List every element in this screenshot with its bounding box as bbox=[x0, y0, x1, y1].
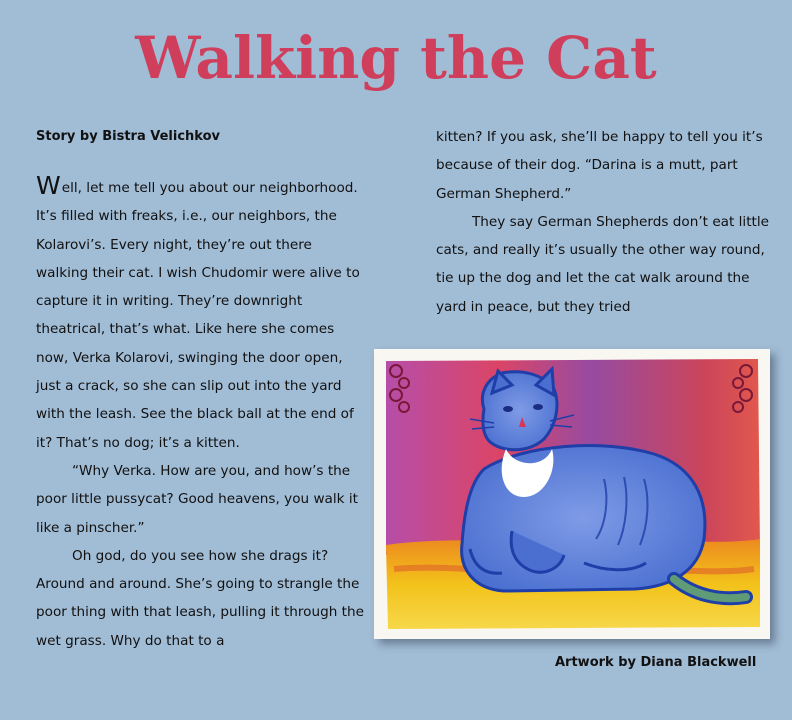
cat-artwork bbox=[374, 349, 770, 639]
story-paragraph-3-continued: kitten? If you ask, she’ll be happy to tell you it’s because of their dog. “Darina is a mutt, part German Shepherd.” bbox=[436, 129, 763, 202]
artwork-credit: Artwork by Diana Blackwell bbox=[555, 655, 757, 670]
story-column-left bbox=[36, 171, 366, 655]
cat-painting-illustration bbox=[374, 349, 770, 639]
story-paragraph-1 bbox=[36, 171, 366, 457]
story-paragraph-1-text: ell, let me tell you about our neighborhood. It’s filled with freaks, i.e., our neighbors, the Kolarovi’s. Every night, they’re out there walking their cat. I wish Chudomir were alive to capture it in writing. They’re downright theatrical, that’s what. Like here she comes now, Verka Kolarovi, swinging the door open, just a crack, so she can slip out into the yard with the leash. See the black ball at the end of it? That’s no dog; it’s a kitten. bbox=[36, 180, 360, 451]
drop-cap: W bbox=[36, 171, 61, 200]
story-paragraph-4: They say German Shepherds don’t eat little cats, and really it’s usually the other way round, tie up the dog and let the cat walk around the yard in peace, but they tried bbox=[436, 213, 770, 315]
story-byline: Story by Bistra Velichkov bbox=[36, 129, 220, 144]
story-column-right bbox=[436, 123, 776, 321]
page-title: Walking the Cat bbox=[135, 24, 657, 92]
story-paragraph-2: “Why Verka. How are you, and how’s the poor little pussycat? Good heavens, you walk it like a pinscher.” bbox=[36, 462, 358, 536]
story-paragraph-3: Oh god, do you see how she drags it? Around and around. She’s going to strangle the poor thing with that leash, pulling it through the wet grass. Why do that to a bbox=[36, 547, 364, 649]
